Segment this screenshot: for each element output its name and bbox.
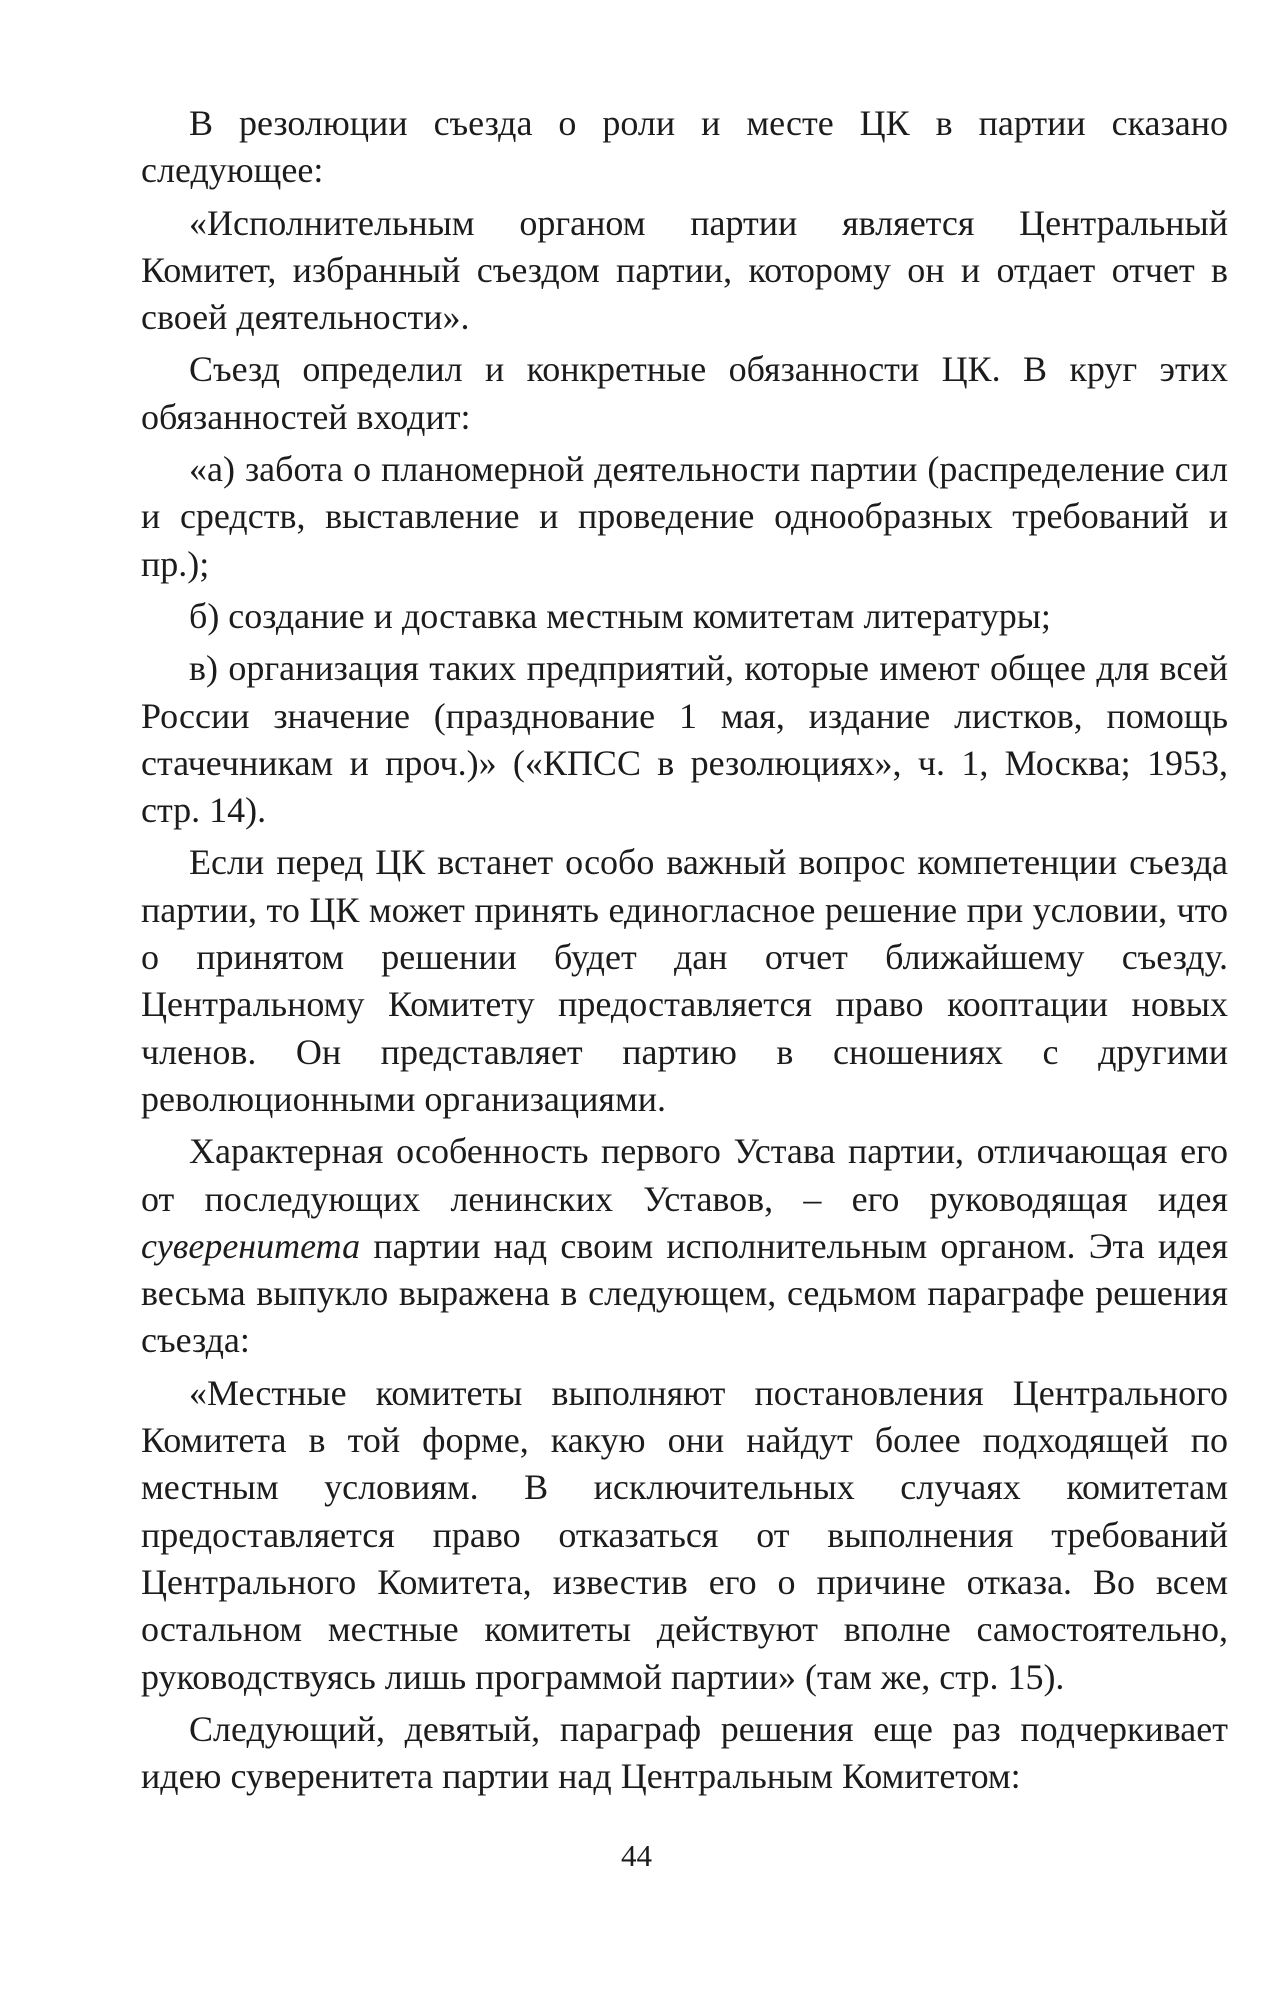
sovereignty-emphasis: суверенитета — [141, 1225, 361, 1266]
paragraph-duty-c: в) организация таких предприятий, которые имеют общее для всей России значение (празднование 1 мая, издание листков, помощь стачечникам и проч.)» («КПСС в резолюциях», ч. 1, Москва; 1953, стр. 14). — [141, 648, 1228, 831]
paragraph-quote-executive-organ: «Исполнительным органом партии является Центральный Комитет, избранный съездом партии, которому он и отдает отчет в своей деятельности». — [141, 202, 1228, 338]
paragraph-resolution-intro: В резолюции съезда о роли и месте ЦК в партии сказано следующее: — [141, 103, 1228, 191]
paragraph-sovereignty — [141, 1128, 1228, 1364]
sovereignty-text-before: Характерная особенность первого Устава партии, отличающая его от последующих ленинских Уставов, – его руководящая идея — [141, 1131, 1228, 1219]
paragraph-duties-intro: Съезд определил и конкретные обязанности ЦК. В круг этих обязанностей входит: — [141, 349, 1228, 437]
paragraph-duty-b: б) создание и доставка местным комитетам литературы; — [189, 595, 1051, 636]
paragraph-quote-local-committees: «Местные комитеты выполняют постановления Центрального Комитета в той форме, какую они найдут более подходящей по местным условиям. В исключительных случаях комитетам предоставляется право отказаться от выполнения требований Центрального Комитета, известив его о причине отказа. Во всем остальном местные комитеты действуют вполне самостоятельно, руководствуясь лишь программой партии» (там же, стр. 15). — [141, 1372, 1228, 1697]
page-number: 44 — [621, 1838, 652, 1873]
body-text — [141, 100, 1228, 1800]
paragraph-duty-a: «а) забота о планомерной деятельности партии (распределение сил и средств, выставление и проведение однообразных требований и пр.); — [141, 449, 1228, 584]
sovereignty-text-after: партии над своим исполнительным органом. Эта идея весьма выпукло выражена в следующем, седьмом параграфе решения съезда: — [141, 1225, 1228, 1361]
paragraph-ck-competence: Если перед ЦК встанет особо важный вопрос компетенции съезда партии, то ЦК может принять единогласное решение при условии, что о принятом решении будет дан отчет ближайшему съезду. Центральному Комитету предоставляется право кооптации новых членов. Он представляет партию в сношениях с другими революционными организациями. — [141, 842, 1228, 1119]
paragraph-ninth-section: Следующий, девятый, параграф решения еще раз подчеркивает идею суверенитета партии над Центральным Комитетом: — [141, 1708, 1228, 1797]
